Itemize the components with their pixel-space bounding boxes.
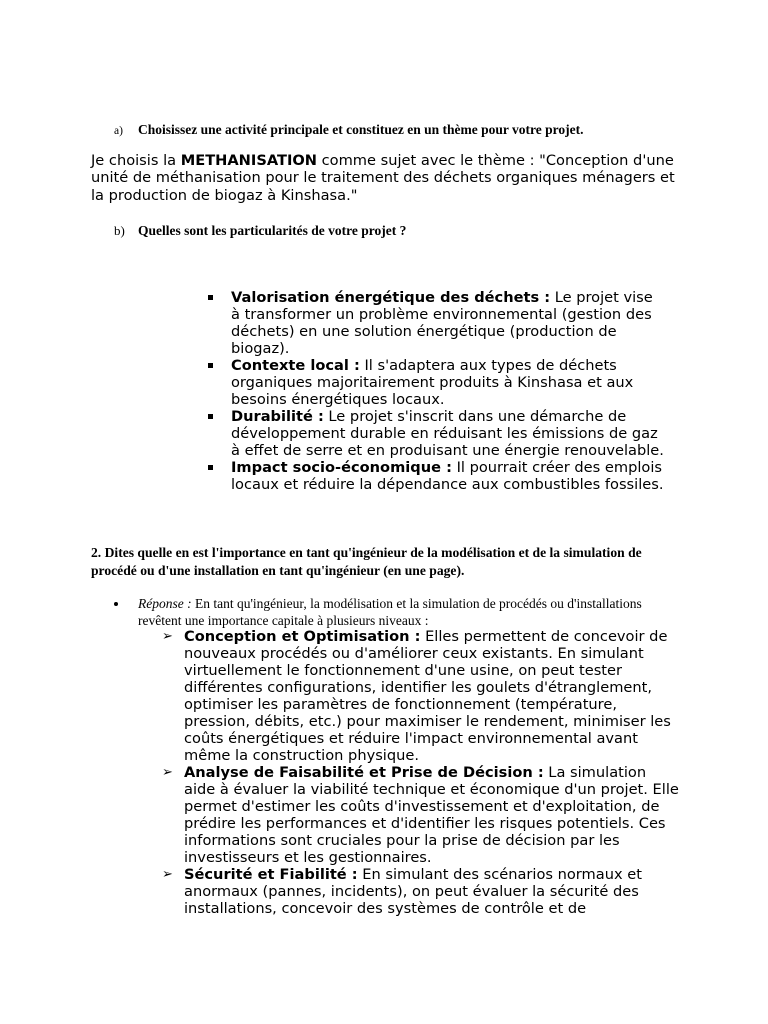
list-item <box>206 408 666 459</box>
list-item-title: Impact socio-économique : <box>231 459 452 476</box>
list-item-title: Analyse de Faisabilité et Prise de Décision : <box>184 764 544 781</box>
list-item <box>160 764 680 866</box>
question-a-text: Choisissez une activité principale et constituez en un thème pour votre projet. <box>138 122 584 137</box>
reponse-paragraph <box>114 595 644 629</box>
list-item <box>206 459 666 493</box>
list-item-text: En simulant des scénarios normaux et anormaux (pannes, incidents), on peut évaluer la sécurité des installations, concevoir des systèmes de contrôle et de <box>184 866 642 917</box>
reponse-label: Réponse : <box>138 596 192 611</box>
answer-a-keyword: METHANISATION <box>180 152 317 169</box>
particularites-list <box>206 289 666 493</box>
square-bullet-icon <box>208 414 213 419</box>
list-item-text: Elles permettent de concevoir de nouveaux procédés ou d'améliorer ceux existants. En simulant virtuellement le fonctionnement d'une usine, on peut tester différentes configurations, identifier les goulets d'étranglement, optimiser les paramètres de fonctionnement (température, pression, débits, etc.) pour maximiser le rendement, minimiser les coûts énergétiques et réduire l'impact environnemental avant même la construction physique. <box>184 628 671 764</box>
question-b-label: b) <box>114 223 125 238</box>
square-bullet-icon <box>208 363 213 368</box>
list-item-text: Il s'adaptera aux types de déchets organiques majoritairement produits à Kinshasa et aux besoins énergétiques locaux. <box>231 357 634 408</box>
question-a-label: a) <box>114 125 123 137</box>
list-item-text: Il pourrait créer des emplois locaux et réduire la dépendance aux combustibles fossiles. <box>231 459 664 493</box>
square-bullet-icon <box>208 465 213 470</box>
list-item <box>206 357 666 408</box>
arrow-bullet-icon: ➢ <box>162 629 173 644</box>
list-item-text: Le projet s'inscrit dans une démarche de développement durable en réduisant les émissions de gaz à effet de serre et en produisant une énergie renouvelable. <box>231 408 664 459</box>
round-bullet-icon <box>114 602 118 606</box>
niveaux-list <box>160 628 680 917</box>
list-item-title: Valorisation énergétique des déchets : <box>231 289 551 306</box>
list-item <box>160 628 680 764</box>
square-bullet-icon <box>208 295 213 300</box>
answer-a <box>91 152 691 204</box>
arrow-bullet-icon: ➢ <box>162 765 173 780</box>
list-item-title: Durabilité : <box>231 408 324 425</box>
list-item-text: Le projet vise à transformer un problème environnemental (gestion des déchets) en une solution énergétique (production de biogaz). <box>231 289 653 357</box>
list-item-text: La simulation aide à évaluer la viabilité technique et économique d'un projet. Elle permet d'estimer les coûts d'investissement et d'exploitation, de prédire les performances et d'identifier les risques potentiels. Ces informations sont cruciales pour la prise de décision par les investisseurs et les gestionnaires. <box>184 764 679 866</box>
list-item-title: Sécurité et Fiabilité : <box>184 866 358 883</box>
list-item <box>206 289 666 357</box>
reponse-text: En tant qu'ingénieur, la modélisation et la simulation de procédés ou d'installations revêtent une importance capitale à plusieurs niveaux : <box>138 596 642 628</box>
question-a <box>114 121 583 140</box>
arrow-bullet-icon: ➢ <box>162 867 173 882</box>
question-2: 2. Dites quelle en est l'importance en tant qu'ingénieur de la modélisation et de la simulation de procédé ou d'une installation en tant qu'ingénieur (en une page). <box>91 545 642 578</box>
question-b-text: Quelles sont les particularités de votre projet ? <box>138 223 407 238</box>
question-b <box>114 222 406 239</box>
answer-a-rest: comme sujet avec le thème : "Conception d'une unité de méthanisation pour le traitement des déchets organiques ménagers et la production de biogaz à Kinshasa." <box>91 152 675 204</box>
list-item-title: Conception et Optimisation : <box>184 628 421 645</box>
list-item <box>160 866 680 917</box>
answer-a-prefix: Je choisis la <box>91 152 181 169</box>
list-item-title: Contexte local : <box>231 357 360 374</box>
